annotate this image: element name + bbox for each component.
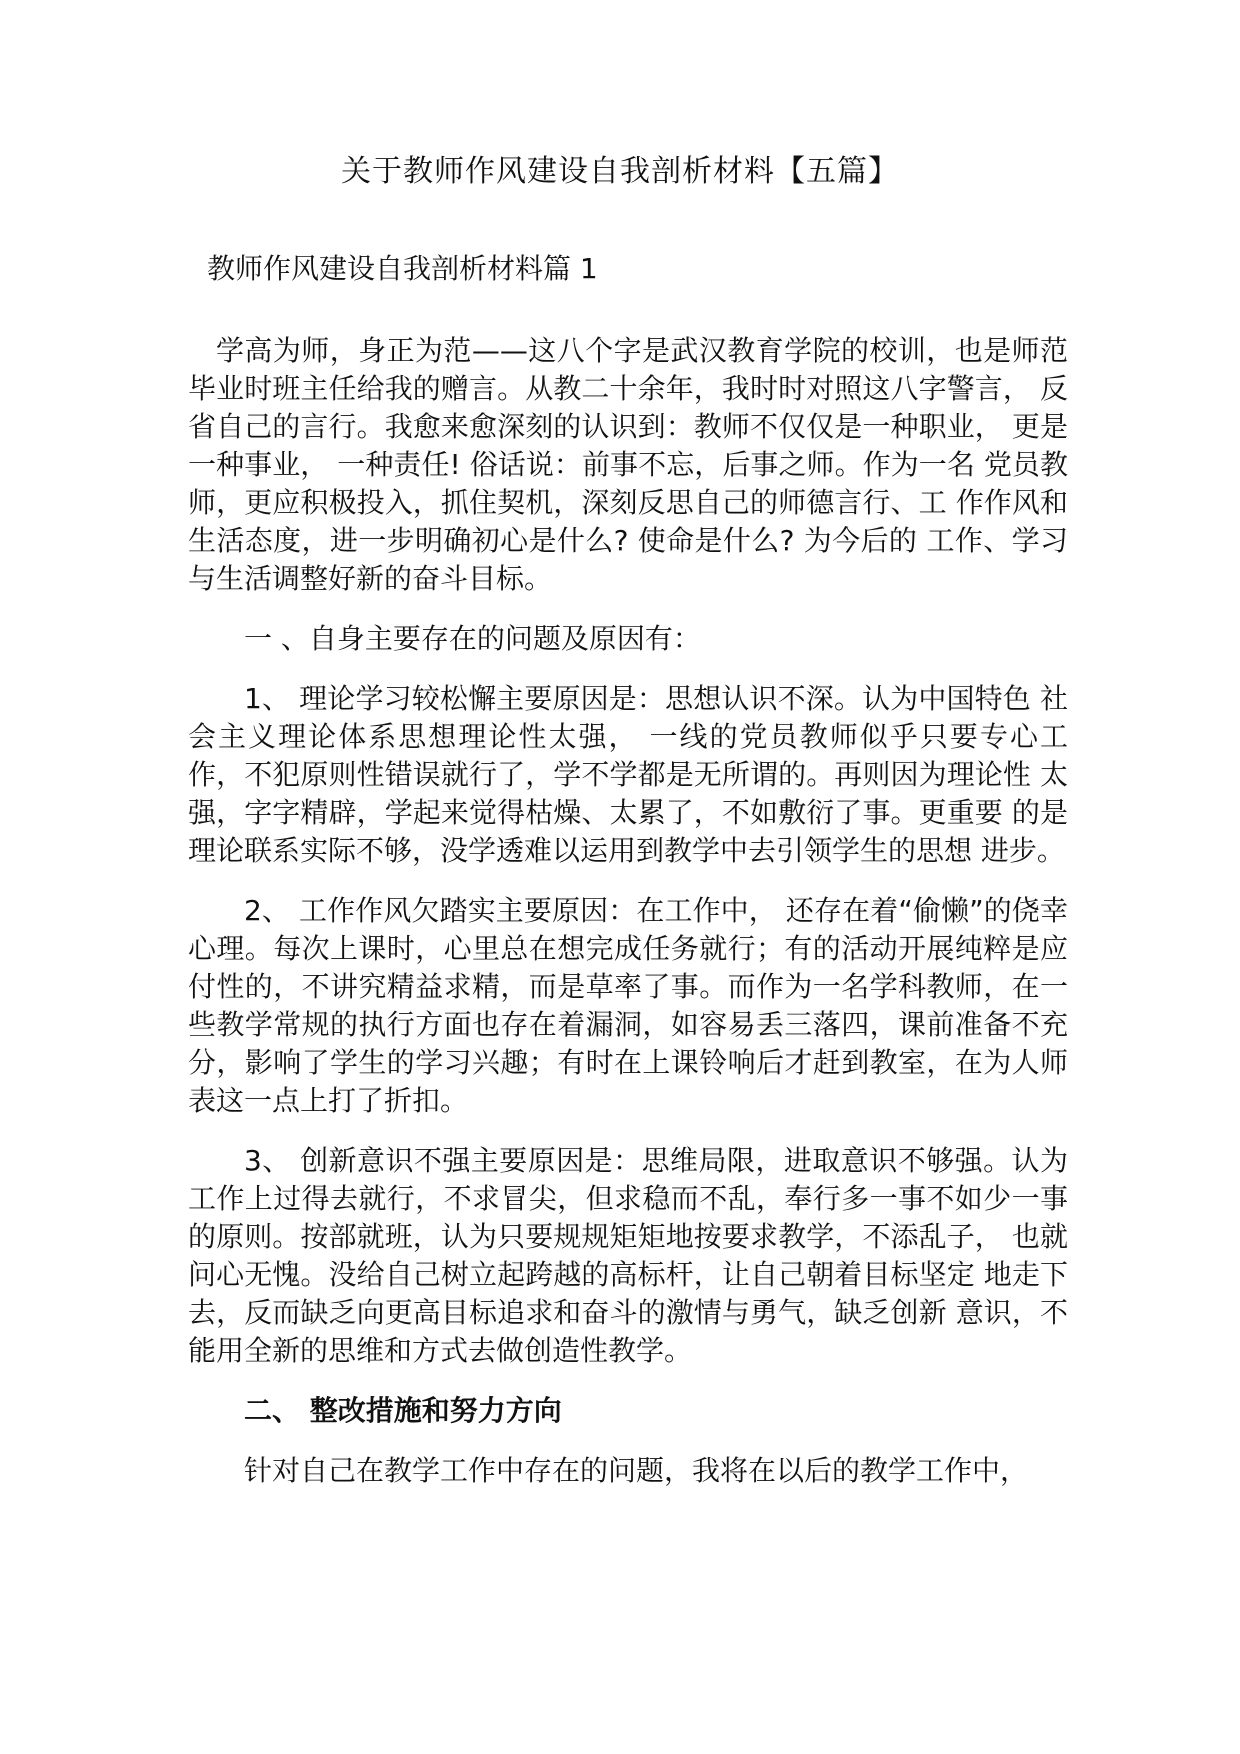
paragraph-point-1: 1、 理论学习较松懈主要原因是：思想认识不深。认为中国特色 社会主义理论体系思想理论性太强， 一线的党员教师似乎只要专心工 作，不犯原则性错误就行了，学不学都是无所谓的。再则因为理论性 太强，字字精辟，学起来觉得枯燥、太累了，不如敷衍了事。更重要 的是理论联系实际不够，没学透难以运用到教学中去引领学生的思想 进步。: [188, 682, 1068, 867]
section-title: 教师作风建设自我剖析材料篇 1: [207, 252, 598, 285]
heading-measures: 二、 整改措施和努力方向: [244, 1394, 562, 1427]
heading-problems: 一 、自身主要存在的问题及原因有：: [244, 622, 701, 655]
paragraph-measures-intro: 针对自己在教学工作中存在的问题，我将在以后的教学工作中，: [244, 1454, 1029, 1487]
document-body: [188, 332, 1068, 1512]
paragraph-point-3: 3、 创新意识不强主要原因是：思维局限，进取意识不够强。认为工作上过得去就行，不求冒尖，但求稳而不乱，奉行多一事不如少一事的原则。按部就班，认为只要规规矩矩地按要求教学，不添乱子， 也就问心无愧。没给自己树立起跨越的高标杆，让自己朝着目标坚定 地走下去，反而缺乏向更高目标追求和奋斗的激情与勇气，缺乏创新 意识，不能用全新的思维和方式去做创造性教学。: [188, 1144, 1068, 1367]
paragraph-intro: 学高为师，身正为范——这八个字是武汉教育学院的校训，也是师范毕业时班主任给我的赠言。从教二十余年，我时时对照这八字警言， 反省自己的言行。我愈来愈深刻的认识到：教师不仅仅是一种职业， 更是一种事业， 一种责任! 俗话说：前事不忘，后事之师。作为一名 党员教师，更应积极投入，抓住契机，深刻反思自己的师德言行、工 作作风和生活态度，进一步明确初心是什么? 使命是什么? 为今后的 工作、学习与生活调整好新的奋斗目标。: [188, 334, 1068, 595]
paragraph-point-2: 2、 工作作风欠踏实主要原因：在工作中， 还存在着“偷懒”的侥幸心理。每次上课时，心里总在想完成任务就行；有的活动开展纯粹是应付性的，不讲究精益求精，而是草率了事。而作为一名学科教师，在一些教学常规的执行方面也存在着漏洞，如容易丢三落四，课前准备不充分，影响了学生的学习兴趣；有时在上课铃响后才赶到教室，在为人师表这一点上打了折扣。: [188, 894, 1068, 1117]
document-title: 关于教师作风建设自我剖析材料【五篇】: [341, 154, 899, 189]
